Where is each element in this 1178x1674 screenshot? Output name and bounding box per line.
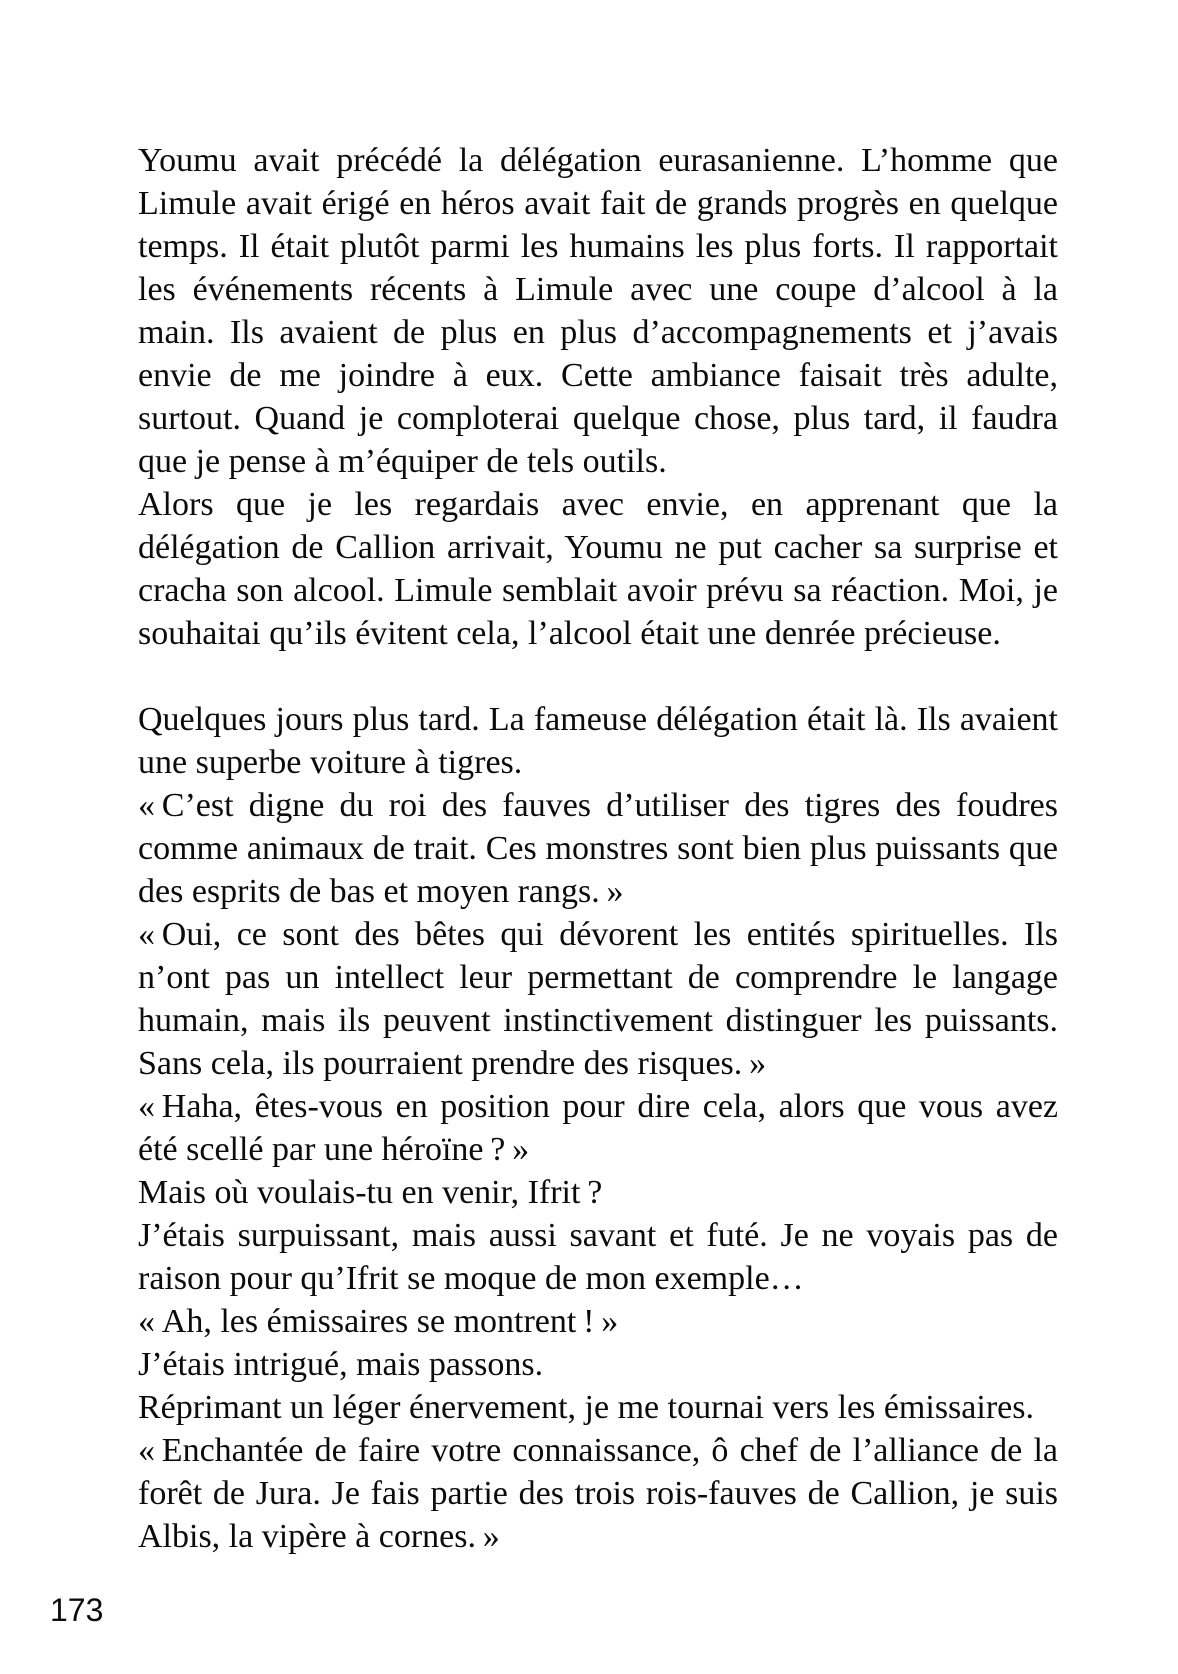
paragraph: J’étais surpuissant, mais aussi savant et futé. Je ne voyais pas de raison pour qu’Ifrit se moque de mon exemple… xyxy=(138,1217,1058,1297)
page-text-block xyxy=(138,139,1058,1558)
paragraph: Youmu avait précédé la délégation eurasanienne. L’homme que Limule avait érigé en héros avait fait de grands progrès en quelque temps. Il était plutôt parmi les humains les plus forts. Il rapportait les événements récents à Limule avec une coupe d’alcool à la main. Ils avaient de plus en plus d’accompagnements et j’avais envie de me joindre à eux. Cette ambiance faisait très adulte, surtout. Quand je comploterai quelque chose, plus tard, il faudra que je pense à m’équiper de tels outils. xyxy=(138,142,1058,480)
paragraph: « Ah, les émissaires se montrent ! » xyxy=(138,1303,619,1340)
paragraph: Alors que je les regardais avec envie, en apprenant que la délégation de Callion arrivait, Youmu ne put cacher sa surprise et cracha son alcool. Limule semblait avoir prévu sa réaction. Moi, je souhaitai qu’ils évitent cela, l’alcool était une denrée précieuse. xyxy=(138,486,1058,652)
paragraph: « Enchantée de faire votre connaissance, ô chef de l’alliance de la forêt de Jura. Je fais partie des trois rois-fauves de Callion, je suis Albis, la vipère à cornes. » xyxy=(138,1432,1058,1555)
paragraph: J’étais intrigué, mais passons. xyxy=(138,1346,544,1383)
paragraph-spacer xyxy=(138,655,1058,698)
paragraph: « Oui, ce sont des bêtes qui dévorent les entités spirituelles. Ils n’ont pas un intellect leur permettant de comprendre le langage humain, mais ils peuvent instinctivement distinguer les puissants. Sans cela, ils pourraient prendre des risques. » xyxy=(138,916,1058,1082)
paragraph: « Haha, êtes-vous en position pour dire cela, alors que vous avez été scellé par une héroïne ? » xyxy=(138,1088,1058,1168)
page-number: 173 xyxy=(50,1592,104,1628)
paragraph: Réprimant un léger énervement, je me tournai vers les émissaires. xyxy=(138,1389,1034,1426)
paragraph: « C’est digne du roi des fauves d’utiliser des tigres des foudres comme animaux de trait. Ces monstres sont bien plus puissants que des esprits de bas et moyen rangs. » xyxy=(138,787,1058,910)
paragraph: Mais où voulais-tu en venir, Ifrit ? xyxy=(138,1174,603,1211)
paragraph: Quelques jours plus tard. La fameuse délégation était là. Ils avaient une superbe voiture à tigres. xyxy=(138,701,1058,781)
